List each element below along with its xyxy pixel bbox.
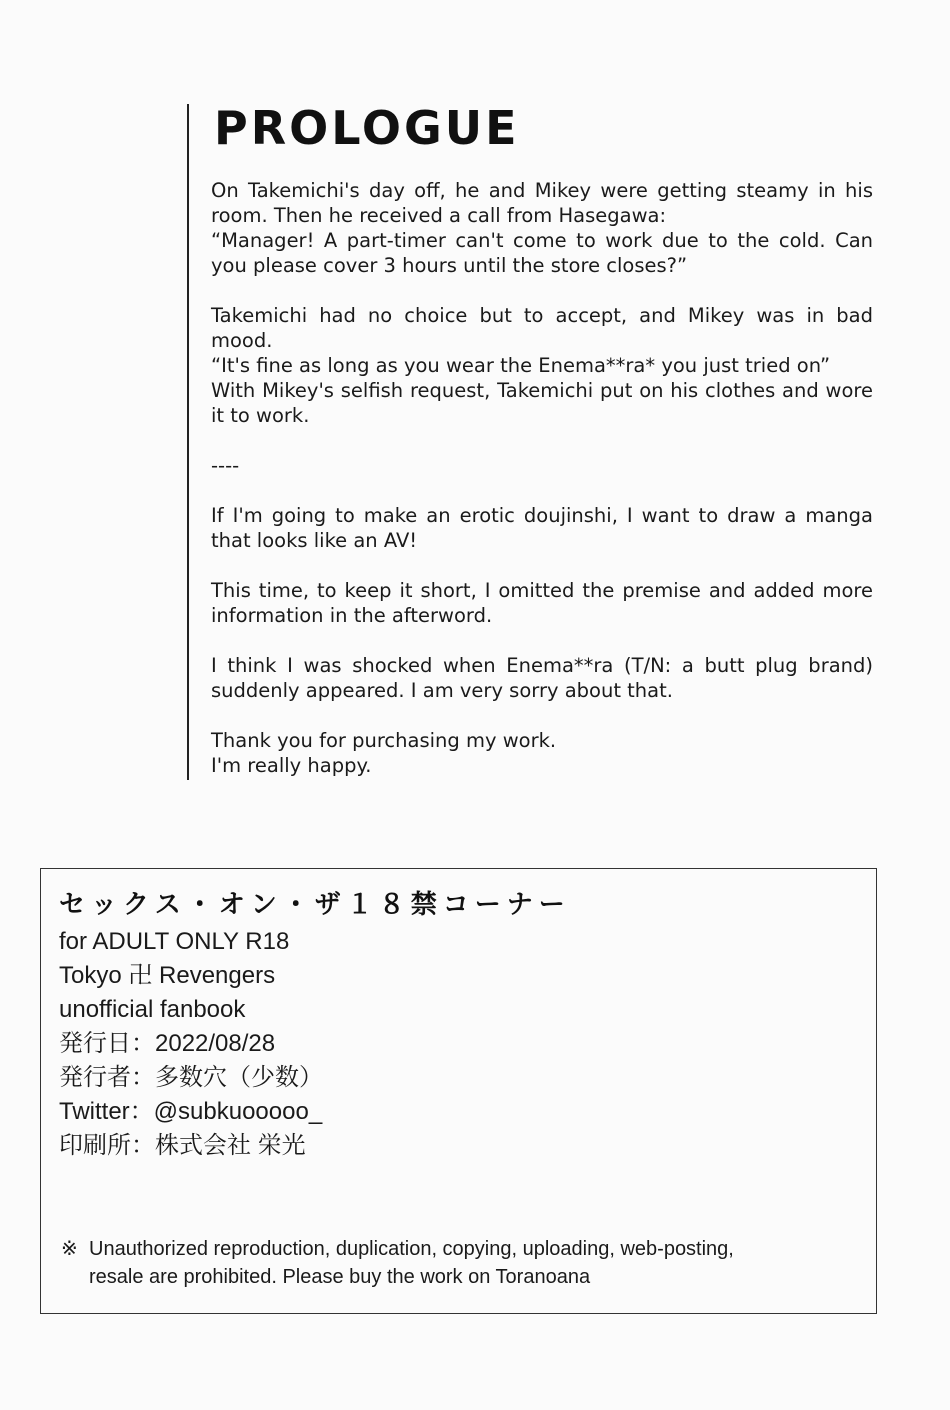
colophon-publisher: 発行者：多数穴（少数）: [59, 1064, 323, 1091]
prologue-title: PROLOGUE: [214, 101, 520, 155]
prologue-line: With Mikey's selfish request, Takemichi put on his clothes and wore it to work.: [211, 379, 873, 427]
colophon-publish-date: 発行日：2022/08/28: [59, 1030, 276, 1057]
prologue-paragraph: [211, 728, 873, 778]
colophon-rating: for ADULT ONLY R18: [59, 928, 290, 955]
prologue-line: ----: [211, 454, 240, 477]
prologue-line: “Manager! A part-timer can't come to work due to the cold. Can you please cover 3 hours until the store closes?”: [211, 229, 873, 277]
colophon-series: Tokyo 卍 Revengers: [59, 962, 276, 989]
prologue-line: On Takemichi's day off, he and Mikey were getting steamy in his room. Then he received a call from Hasegawa:: [211, 179, 873, 227]
prologue-body: [211, 178, 873, 778]
prologue-line: Thank you for purchasing my work.: [211, 729, 557, 752]
colophon-printer: 印刷所：株式会社 栄光: [59, 1132, 306, 1159]
notice-line: resale are prohibited. Please buy the work on Toranoana: [89, 1266, 591, 1288]
prologue-separator: [211, 453, 873, 478]
colophon-box: [40, 868, 877, 1314]
colophon-type: unofficial fanbook: [59, 996, 246, 1023]
notice-line: Unauthorized reproduction, duplication, copying, uploading, web-posting,: [89, 1238, 734, 1260]
colophon-lines: [59, 925, 323, 1163]
prologue-line: “It's fine as long as you wear the Enema**ra* you just tried on”: [211, 354, 831, 377]
prologue-line: Takemichi had no choice but to accept, and Mikey was in bad mood.: [211, 304, 873, 352]
prologue-vertical-rule: [187, 104, 189, 780]
prologue-line: I think I was shocked when Enema**ra (T/N: a butt plug brand) suddenly appeared. I am very sorry about that.: [211, 654, 873, 702]
prologue-paragraph: [211, 653, 873, 703]
prologue-paragraph: [211, 578, 873, 628]
reference-mark-icon: ※: [61, 1238, 78, 1260]
colophon-twitter: Twitter：@subkuooooo_: [59, 1098, 323, 1125]
prologue-line: I'm really happy.: [211, 754, 372, 777]
prologue-paragraph: [211, 178, 873, 278]
copyright-notice: [61, 1235, 861, 1291]
prologue-paragraph: [211, 503, 873, 553]
prologue-paragraph: [211, 303, 873, 428]
colophon-title: セックス・オン・ザ１８禁コーナー: [59, 890, 571, 920]
prologue-line: This time, to keep it short, I omitted the premise and added more information in the afterword.: [211, 579, 873, 627]
prologue-line: If I'm going to make an erotic doujinshi, I want to draw a manga that looks like an AV!: [211, 504, 873, 552]
